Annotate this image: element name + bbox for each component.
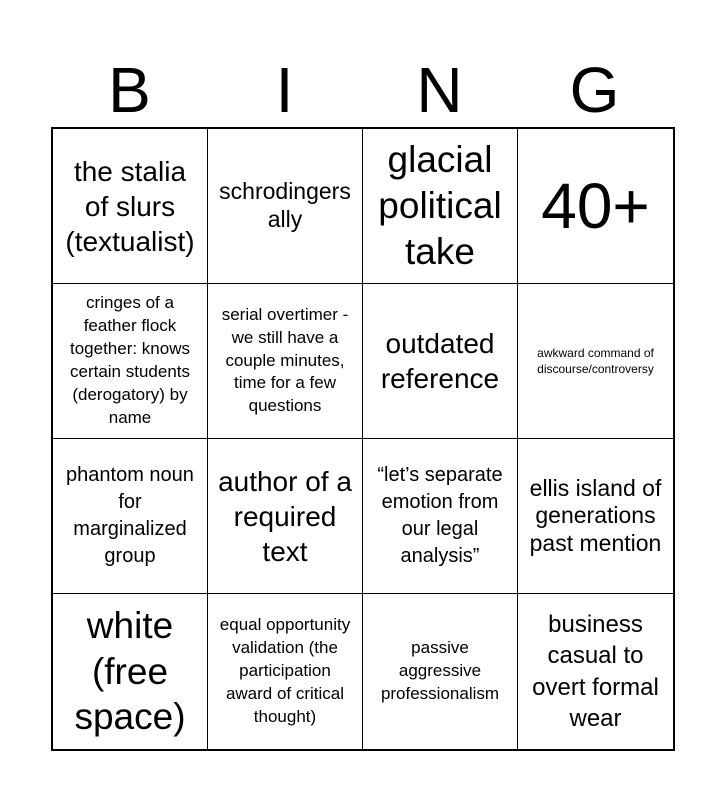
header-letter-n: N [416, 54, 463, 126]
bingo-cell-r2c1[interactable] [53, 284, 208, 439]
header-letter-b: B [108, 54, 151, 126]
bingo-cell-text: schrodingers ally [219, 178, 351, 232]
header-letter-i: I [275, 54, 294, 126]
bingo-cell-text: author of a required text [218, 465, 352, 567]
bingo-cell-text: ellis island of generations past mention [529, 474, 662, 556]
bingo-cell-text: white (free space) [74, 604, 186, 738]
bingo-cell-r1c3[interactable] [363, 129, 518, 284]
bingo-cell-text: awkward command of discourse/controversy [537, 345, 654, 376]
bingo-cell-r4c2[interactable] [208, 594, 363, 749]
bingo-cell-r1c4[interactable] [518, 129, 673, 284]
bingo-cell-r4c1[interactable] [53, 594, 208, 749]
bingo-cell-r3c3[interactable] [363, 439, 518, 594]
bingo-cell-text: 40+ [541, 169, 650, 242]
bingo-cell-r1c1[interactable] [53, 129, 208, 284]
bingo-cell-r3c4[interactable] [518, 439, 673, 594]
bingo-cell-r3c1[interactable] [53, 439, 208, 594]
bingo-cell-text: cringes of a feather flock together: knows certain students (derogatory) by name [69, 293, 190, 427]
bingo-cell-r4c4[interactable] [518, 594, 673, 749]
bingo-cell-r3c2[interactable] [208, 439, 363, 594]
bingo-cell-text: equal opportunity validation (the participation award of critical thought) [219, 615, 351, 726]
bingo-cell-r2c2[interactable] [208, 284, 363, 439]
bingo-cell-text: serial overtimer - we still have a couple minutes, time for a few questions [221, 304, 349, 416]
bingo-cell-text: passive aggressive professionalism [380, 638, 500, 703]
bingo-cell-text: the stalia of slurs (textualist) [65, 155, 195, 257]
bingo-cell-r4c3[interactable] [363, 594, 518, 749]
header-letter-g: G [569, 54, 620, 126]
bingo-board [51, 127, 675, 751]
bingo-cell-r1c2[interactable] [208, 129, 363, 284]
bingo-header [52, 52, 672, 128]
bingo-cell-text: glacial political take [378, 139, 502, 272]
bingo-cell-text: phantom noun for marginalized group [66, 464, 194, 567]
bingo-cell-r2c3[interactable] [363, 284, 518, 439]
bingo-cell-text: business casual to overt formal wear [532, 611, 659, 732]
bingo-cell-r2c4[interactable] [518, 284, 673, 439]
bingo-cell-text: outdated reference [380, 328, 500, 394]
bingo-cell-text: “let’s separate emotion from our legal analysis” [377, 464, 503, 567]
